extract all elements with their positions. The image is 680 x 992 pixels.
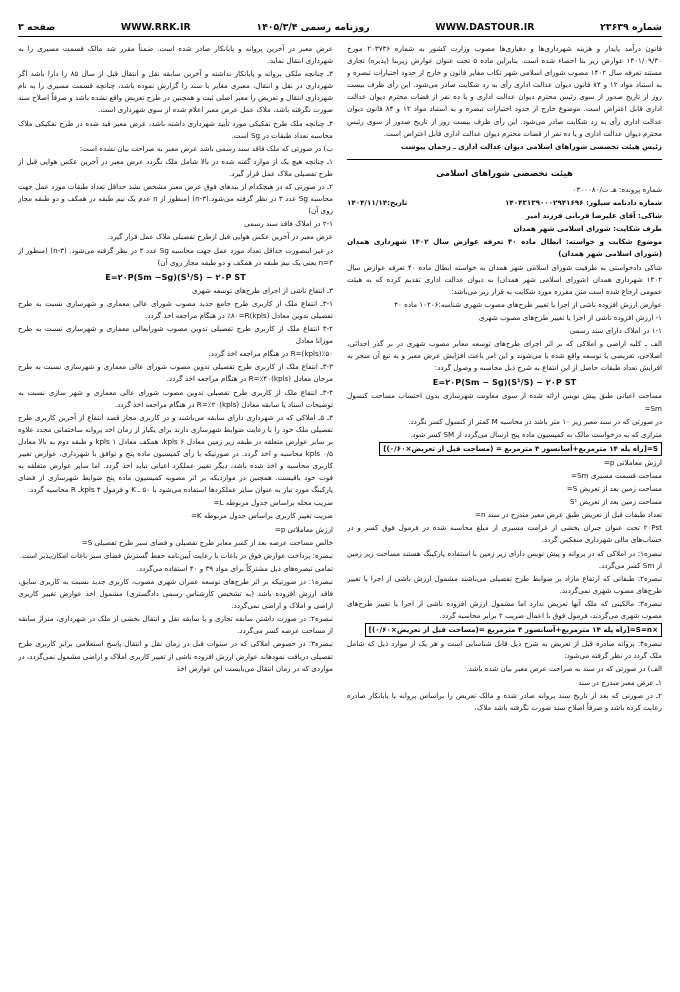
left-paragraph: تبصره: پرداخت عوارض فوق در باغات با رعایت آیین‌نامه حفظ گسترش فضای سبز باغات امکان‌پذیر است. bbox=[19, 550, 333, 560]
body2-paragraph: ۲ـ در صورتی که بعد از تاریخ سند پروانه صادر شده و مالک تعریض را براساس پروانه یا پایانکار صادره رعایت کرده باشد و صرفاً اصلاح سند صورت نگرفته باشد ملاک، bbox=[347, 690, 662, 712]
body2-paragraph: در صورتی که در سند معبر زیر ۱۰ متر باشد در محاسبه M کمتر از کنسول کسر نگردد. bbox=[408, 416, 662, 426]
site-link-dastour[interactable]: WWW.DASTOUR.IR bbox=[435, 22, 535, 33]
left-paragraph: R=(kpls)٪۵۰ در هنگام مراجعه اخذ گردد. bbox=[208, 349, 333, 359]
left-paragraph: ۳-۲ انتفاع ملک از کاربری طرح تفصیلی تدوین مصوب شورایعالی معماری و شهرسازی نسبت به طرح موزانا معادل bbox=[18, 324, 333, 346]
left-paragraph: ضریب محله براساس جدول مربوطه L= bbox=[213, 498, 333, 508]
left-paragraph: تبصره۱: در صورتیکه بر اثر طرح‌های توسعه عمران شهری مصوب، کاربری جدید نسبت به کاربری سابق، فاقد ارزش افزوده باشد (به تشخیص کارشناس رسمی دادگستری) مشمول اخذ عوارض تغییر کاربری اراضی و املاک و اراضی نمی‌گردد. bbox=[18, 576, 333, 611]
body2-paragraph: مساحت اعیانی طبق پیش نویس ارائه شده از سوی معاونت شهرسازی بدون احتساب مساحت کنسول Sm= bbox=[347, 391, 662, 413]
left-paragraph: ۳ـ ۵ـ املاکی که در شهرداری دارای سابقه می‌باشند و در کاربری مجاز قصد انتفاع از آخرین کاربری طرح تفصیلی ملک خود را با رعایت ضوابط شهرسازی دارند برای یکبار از زمان اخذ پروانه ساختمانی مجدد علاوه بر سایر عوارض متعلقه در طبقه زیر زمین معادل kpls ۶، همکف معادل kpls ۱ و طبقه دوم به بالا معادل kpls ۰/۵ محاسبه و اخذ گردد. در صورتیکه با رأی کمیسیون ماده پنج و توافق با شهرداری، عوارض تغییر کاربری محاسبه و اخذ شده باشد، دیگر تغییر عملکرد اعیانی نباید اخذ گردد. اما سایر عوارض متعلقه به قوت خود باقیست. همچنین در مواردیکه بر اثر مصوبه کمیسیون ماده پنج ضوابط شهرسازی از فضای پارکینگ مورد نیاز به عنوان سایر عملکردها استفاده می‌شود با ۵۰ ـ K و فرمول kpls ۴ـ R محاسبه گردد. bbox=[18, 412, 333, 495]
left-paragraph: عرض معبر در آخرین پروانه و پایانکار صادر شده است. ضمناً مقرر شد مالک قسمت مسیری را به شهرداری انتقال نماید. bbox=[18, 44, 333, 66]
body2-paragraph: ۲۰Pst تحت عنوان جبران بخشی از غرامت مسیری از مبلغ محاسبه شده در فرمول فوق کسر و در حساب‌های مالی شهرداری منعکس گردد. bbox=[347, 523, 662, 545]
left-paragraph: ۲-۱ در املاک فاقد سند رسمی bbox=[244, 219, 333, 229]
left-paragraph: ۱ـ چنانچه هیچ یک از موارد گفته شده در بالا شامل ملک نگردد عرض معبر در آخرین عکس هوایی قبل از طرح تفصیلی ملاک عمل قرار گیرد. bbox=[18, 156, 333, 178]
body2-paragraph: مساحت قسمت مسیری Sm= bbox=[571, 471, 662, 480]
body2-paragraph: ۱ـ عرض معبر مندرج در سند bbox=[578, 677, 662, 687]
boxed-formula bbox=[347, 623, 662, 637]
body-paragraph: شاکی دادخواستی به طرفیت شورای اسلامی شهر همدان به خواسته ابطال ماده ۴۰ تعرفه عوارض سال ۱۴۰۲ شهرداری همدان (شورای اسلامی شهر همدان) به دیوان عدالت اداری تقدیم کرده که به هیئت عمومی ارجاع شده است متن مقرره مورد شکایت به قرار زیر می‌باشد: bbox=[347, 262, 662, 296]
formula: E=۲۰P(Sm − Sg)(S¹/S) − ۲۰P ST bbox=[432, 377, 577, 388]
body-paragraph: عوارض ارزش افزوده ناشی از اجرا یا تغییر طرح‌های مصوب شهری شناسه:۱۰۲۰۶ ماده ۴۰ bbox=[394, 299, 662, 309]
columns bbox=[18, 43, 662, 963]
issue-number: شماره ۲۳۶۳۹ bbox=[600, 22, 662, 33]
page-header bbox=[18, 22, 662, 37]
signature: رئیس هیئت تخصصی شوراهای اسلامی دیوان عدالت اداری ـ رحمان پیوست bbox=[400, 141, 662, 151]
left-paragraph: ب) در صورتی که ملک فاقد سند رسمی باشد عرض معبر به صراحت بیان نشده است: bbox=[79, 143, 333, 153]
left-paragraph: ۲ـ در صورتی که در هیچکدام از بندهای فوق عرض معبر مشخص نشد حداقل تعداد طبقات مورد عمل جهت محاسبه Sg عدد ۳ در نظر گرفته می‌شود.(n-۳) (منظور از n عدم یک نیم طبقه در همکف و دو طبقه مجاز روی آن) bbox=[18, 182, 333, 216]
left-paragraph: ۳ـ انتفاع ناشی از اجرای طرح‌های توسعه شهری bbox=[192, 285, 333, 295]
body2-paragraph: تبصره۴: پروانه صادره قبل از تعریض به شرح ذیل قابل شناسایی است و هر یک از موارد ذیل که شامل ملک گردد در نظر گرفته می‌شود: bbox=[347, 639, 662, 661]
section-title: هیئت تخصصی شوراهای اسلامی bbox=[436, 168, 573, 179]
body-paragraph: ۱- ارزش افزوده ناشی از اجرا یا تغییر طرح‌های مصوب شهری bbox=[478, 312, 662, 322]
body2-paragraph: تعداد طبقات قبل از تعریض طبق عرض معبر مندرج در سند n= bbox=[475, 510, 662, 520]
case-number: شماره پرونده: هـ ت/۰۳۰۰۰۸۰ bbox=[572, 184, 662, 194]
left-paragraph: ۳ـ چنانچه ملکی پروانه و پایانکار نداشته و آخرین سابقه نقل و انتقال قبل از سال ۸۵ را دارا باشد اگر شهرداری در نقل و انتقال، معبری مغایر با سند را گزارش نموده باشد، چنانچه قسمت مسیری را به نام شهرداری انتقال و تعریض را معبر اصلی ثبت و همچنین در طرح تعریض واقع نشده باشد و صرفاً اصلاح سند صورت نگرفته باشد، ملاک عمل عرض معبر اعلام شده از سوی شهرداری است. bbox=[18, 69, 333, 115]
verdict-number: شماره دادنامه سیلور: ۱۴۰۴۳۱۳۹۰۰۰۲۹۴۱۶۹۶ bbox=[505, 198, 662, 208]
gazette-date: روزنامه رسمی ۱۴۰۵/۳/۴ bbox=[256, 22, 370, 33]
left-formula: E=۲۰P(Sm −Sg)(S¹/S) − ۲۰P ST bbox=[105, 271, 246, 282]
left-paragraph: ۳-۱ـ انتفاع ملک از کاربری طرح جامع جدید مصوب شورای عالی معماری و شهرسازی نسبت به طرح تفصیلی تدوین معادل (kpls)٪۸۰=R در هنگام مراجعه اخذ گردد. bbox=[18, 298, 333, 320]
right-column bbox=[347, 43, 662, 963]
left-paragraph: ارزش معاملاتی p= bbox=[274, 524, 333, 534]
site-link-rrk[interactable]: WWW.RRK.IR bbox=[120, 22, 191, 33]
body2-paragraph: مساحت زمین بعد از تعریض S= bbox=[566, 484, 662, 494]
left-paragraph: ۳-۳ـ انتفاع ملک از کاربری طرح تفصیلی تدوین مصوب شورای عالی معماری و شهرسازی نسبت به طرح مرجان معادل R=٪۴۰(kpls) در هنگام مراجعه اخذ گردد. bbox=[18, 362, 333, 384]
intro-paragraph: قانون درآمد پایدار و هزینه شهرداری‌ها و دهیاری‌ها مصوب وزارت کشور به شماره ۲۰۳۷۳۶ مورخ ۱۴۰۱/۰۹/۳۰ عوارض زیر بنا احصاء شده است. بنابراین ماده ۵ تحت عنوان عوارض زیربنا (پذیره) تجاری مستند تعرفه سال ۱۴۰۲ مصوب شورای اسلامی شهر تکاب مغایر قانون و خارج از حدود اختیارات تبصره و به استناد مواد ۱۲ و ۸۴ قانون دیوان عدالت اداری رأی به رد شکایت صادر می‌شود. این رأی ظرف بیست روز از تاریخ صدور از سوی رئیس محترم دیوان عدالت اداری و یا ده نفر از قضات محترم دیوان عدالت اداری قابل اعتراض است. موضوع خارج از حدود اختیارات تبصره و به استناد مواد ۱۲ و ۸۴ قانون دیوان عدالت اداری رأی به رد شکایت صادر می‌شود. این رأی ظرف بیست روز از تاریخ صدور از سوی رئیس محترم دیوان عدالت اداری و یا ده نفر از قضات محترم دیوان عدالت اداری قابل اعتراض است. bbox=[347, 44, 662, 138]
body2-paragraph: تبصره۳: مالکینی که ملک آنها تعریض ندارد اما مشمول ارزش افزوده ناشی از اجرا یا تغییر طرح‌های مصوب شهری می‌گردند، فرمول فوق با اعمال ضریب ۲ برابر محاسبه گردد. bbox=[347, 598, 662, 621]
verdict-date: تاریخ:۱۴۰۴/۱۱/۱۴ bbox=[347, 198, 408, 208]
boxed-formula bbox=[347, 442, 662, 456]
body2-paragraph: تبصره۱: در املاکی که در پروانه و پیش نویس دارای زیر زمین با استفاده پارکینگ هستند مساحت زیر زمین از Sm کسر می‌گردد. bbox=[347, 548, 662, 570]
body2-paragraph: تبصره۲: طبقاتی که ارتفاع مازاد بر ضوابط طرح تفصیلی می‌باشند مشمول ارزش ناشی از اجرا یا تغییر طرح‌های مصوب شهری نمی‌گردند. bbox=[347, 573, 662, 595]
body-paragraph: الف ـ کلیه اراضی و املاکی که بر اثر اجرای طرح‌های توسعه معابر مصوب شهری در بر گذر احداثی، اصلاحی، تعریضی یا توسعه واقع شده یا می‌شوند و این امر باعث افزایش عرض معبر و به تبع آن منجر به افزایش تعداد طبقات حاصل از این انتفاع به شرح ذیل محاسبه و وصول گردد: bbox=[347, 339, 662, 373]
defendant: طرف شکایت: شورای اسلامی شهر همدان bbox=[513, 224, 662, 234]
verdict-line bbox=[347, 197, 662, 209]
body2-paragraph: ارزش معاملاتی p= bbox=[603, 457, 662, 467]
left-paragraph: ۳-۴ـ انتفاع ملک از کاربری طرح تفصیلی تدوین مصوب شورای عالی معماری و شهر سازی نسبت به توضیحات اسناد یا سابقه معادل R=٪۲۰(kpls) در هنگام مراجعه اخذ گردد. bbox=[18, 387, 333, 409]
boxed-formula-text: [راه پله ۱۴ مترمربع+آسانسور ۴ مترمربع =(مساحت قبل از تعریض×۰/۶۰)]=S=n× bbox=[365, 623, 662, 637]
divider bbox=[347, 159, 662, 160]
body2-paragraph: مترازی که به درخواست مالک به کمیسیون ماده پنج ارسال می‌گردد از SM کسر شود. bbox=[410, 429, 662, 439]
left-paragraph: ضریب تغییر کاربری براساس جدول مربوطه K= bbox=[190, 511, 333, 521]
left-paragraph: تبصره۲: در صورت داشتن سابقه تجاری و یا سابقه نقل و انتقال بخشی از ملک در شهرداری، متراژ سابقه از مساحت عرصه کسر می‌گردد. bbox=[18, 614, 333, 636]
left-paragraph: در غیر اینصورت حداقل تعداد مورد عمل جهت محاسبه Sg عدد ۳ در نظر گرفته می‌شود. (n-۳) (منظور از n=۳ یعنی یک نیم طبقه در همکف و دو طبقه مجاز روی آن) bbox=[18, 245, 333, 267]
body-paragraph: ۱-۱ در املاک دارای سند رسمی bbox=[569, 325, 662, 335]
page-number: صفحه ۳ bbox=[18, 22, 56, 33]
body2-paragraph: مساحت زمین بعد از تعریض S¹ bbox=[569, 497, 662, 507]
left-column bbox=[18, 43, 333, 963]
left-paragraph: خالص مساحت عرصه بعد از کسر معابر طرح تفصیلی و فضای سبز طرح تفصیلی S= bbox=[81, 537, 333, 547]
left-paragraph: تمامی تبصره‌های ذیل مشترکاً برای مواد ۳۹ و ۴۰ استفاده می‌گردد. bbox=[136, 563, 333, 573]
left-paragraph: تبصره۳: در خصوص املاکی که در سنوات قبل در زمان نقل و انتقال پاسخ استعلامی برابر کاربری طرح تفصیلی دریافت نمودهاند عوارض ارزش افزوده ناشی از تغییر کاربری املاک و اراضی مشمول نمی‌گردد، در مواردی که در زمان انتقال می‌بایست این عوارض اخذ bbox=[18, 639, 333, 673]
left-paragraph: عرض معبر در آخرین عکس هوایی قبل ازطرح تفصیلی ملاک عمل قرار گیرد. bbox=[107, 232, 333, 242]
left-paragraph: ۴ـ چنانچه ملک طرح تفکیکی مورد تأیید شهرداری داشته باشد، عرض معبر قید شده در طرح تفکیکی ملاک محاسبه تعداد طبقات در Sg است. bbox=[18, 118, 333, 140]
boxed-formula-text: [راه پله ۱۴ مترمربع+آسانسور ۴ مترمربع = (مساحت قبل از تعریض×۰/۶۰)]=S bbox=[379, 442, 662, 456]
plaintiff: شاکی: آقای علیرضا قربانی فرزند امیر bbox=[525, 211, 662, 221]
body2-paragraph: الف) در صورتی که در سند به صراحت عرض معبر بیان شده باشد. bbox=[466, 664, 662, 674]
subject: موضوع شکایت و خواسته: ابطال ماده ۴۰ تعرفه عوارض سال ۱۴۰۲ شهرداری همدان (شورای اسلامی شهر همدان) bbox=[347, 237, 662, 259]
